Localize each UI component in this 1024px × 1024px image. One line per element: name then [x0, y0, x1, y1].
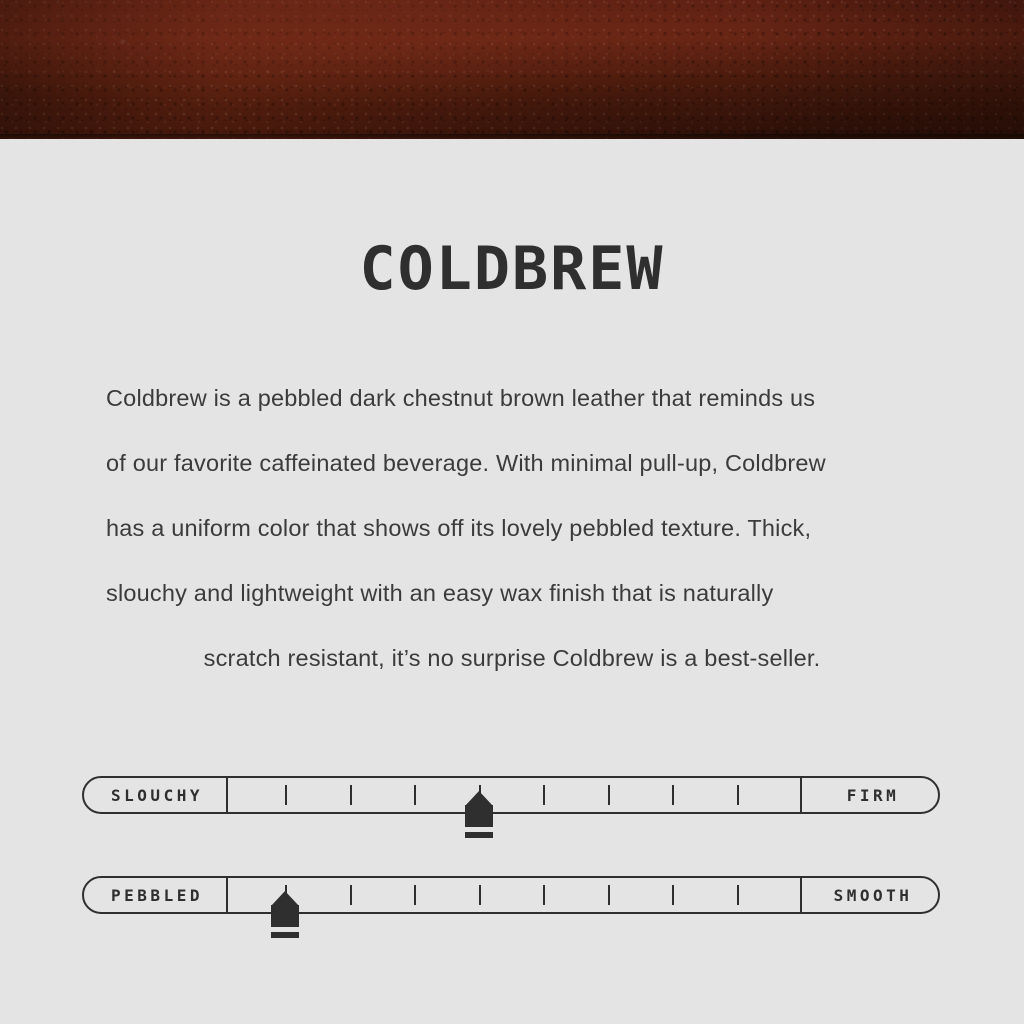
description-line-1: Coldbrew is a pebbled dark chestnut brown leather that reminds us [106, 385, 816, 411]
scale-structure-right-label: FIRM [800, 776, 940, 814]
scale-structure-left-label: SLOUCHY [82, 776, 228, 814]
scale-texture-marker[interactable] [268, 891, 302, 943]
marker-head-icon [465, 791, 493, 806]
scale-structure [82, 776, 940, 814]
scale-texture-left-label: PEBBLED [82, 876, 228, 914]
page-title: COLDBREW [359, 234, 665, 304]
description-line-4: slouchy and lightweight with an easy wax finish that is naturally [106, 580, 774, 606]
scale-texture-tick-5 [543, 885, 545, 905]
scale-texture-tick-6 [608, 885, 610, 905]
scale-texture-tick-2 [350, 885, 352, 905]
scale-texture-tick-4 [479, 885, 481, 905]
attribute-scales [82, 776, 940, 976]
scale-texture-tick-8 [737, 885, 739, 905]
scale-texture-tick-7 [672, 885, 674, 905]
marker-body [271, 905, 299, 927]
marker-head-icon [271, 891, 299, 906]
description-line-3: has a uniform color that shows off its lovely pebbled texture. Thick, [106, 515, 812, 541]
scale-structure-tick-5 [543, 785, 545, 805]
product-description [106, 366, 918, 691]
description-line-5: scratch resistant, it’s no surprise Coldbrew is a best-seller. [203, 645, 821, 671]
scale-texture-tick-3 [414, 885, 416, 905]
scale-structure-tick-6 [608, 785, 610, 805]
description-line-2: of our favorite caffeinated beverage. With minimal pull-up, Coldbrew [106, 450, 826, 476]
scale-structure-tick-1 [285, 785, 287, 805]
marker-foot [465, 832, 493, 838]
marker-body [465, 805, 493, 827]
scale-structure-tick-7 [672, 785, 674, 805]
scale-structure-tick-2 [350, 785, 352, 805]
scale-structure-marker[interactable] [462, 791, 496, 843]
scale-structure-tick-8 [737, 785, 739, 805]
scale-texture-right-label: SMOOTH [800, 876, 940, 914]
marker-foot [271, 932, 299, 938]
scale-texture [82, 876, 940, 914]
scale-structure-tick-3 [414, 785, 416, 805]
leather-shading-overlay [0, 0, 1024, 139]
leather-bottom-edge [0, 134, 1024, 139]
leather-swatch-photo [0, 0, 1024, 139]
